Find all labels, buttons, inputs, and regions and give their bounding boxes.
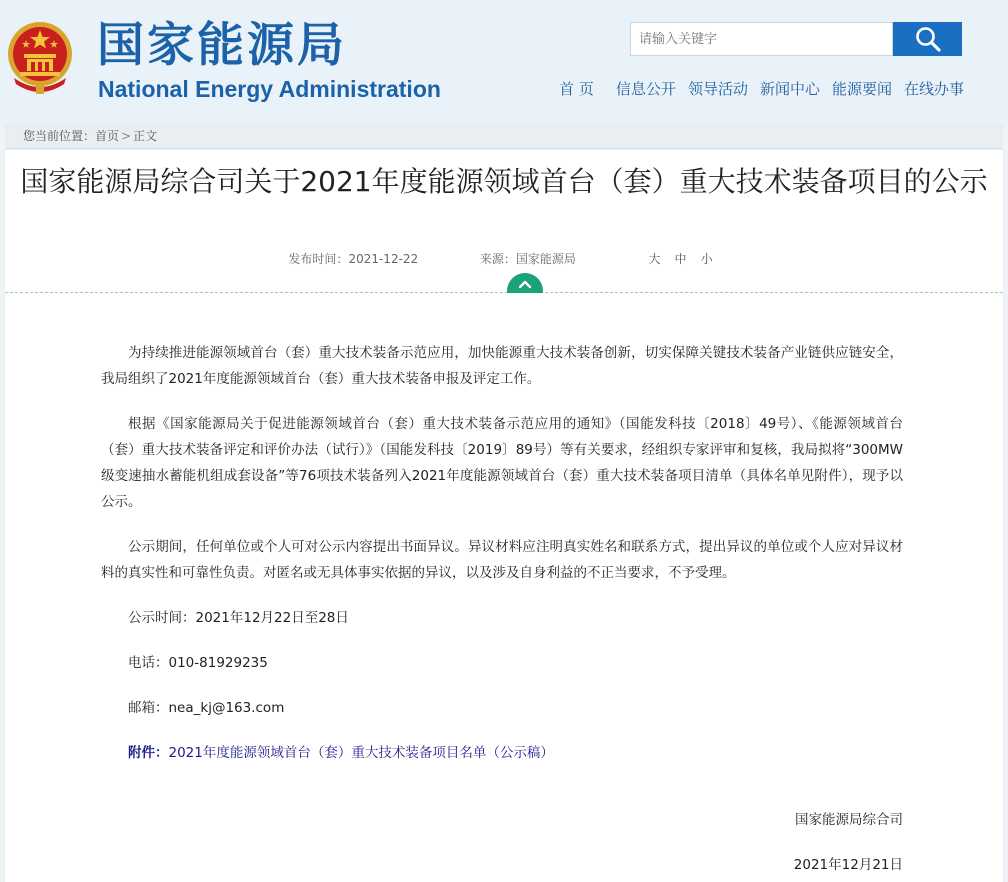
contact-email: 邮箱：nea_kj@163.com (128, 700, 285, 716)
article-title: 国家能源局综合司关于2021年度能源领域首台（套）重大技术装备项目的公示 (20, 165, 988, 198)
breadcrumb (5, 123, 1003, 149)
paragraph: 公示期间，任何单位或个人可对公示内容提出书面异议。异议材料应注明真实姓名和联系方式，提出异议的单位或个人应对异议材料的真实性和可靠性负责。对匿名或无具体事实依据的异议，以及涉及自身利益的不正当要求，不予受理。 (101, 539, 903, 581)
site-header (0, 0, 1008, 118)
breadcrumb-home[interactable]: 首页 (95, 129, 120, 143)
sign-date: 2021年12月21日 (793, 857, 903, 873)
article-body (101, 340, 903, 785)
nav-energy-news[interactable]: 能源要闻 (831, 80, 892, 98)
collapse-button-wrap (501, 273, 549, 293)
paragraph: 根据《国家能源局关于促进能源领域首台（套）重大技术装备示范应用的通知》（国能发科技〔2018〕49号）、《能源领域首台（套）重大技术装备评定和评价办法（试行）》（国能发科技〔2019〕89号）等有关要求，经组织专家评审和复核，我局拟将“300MW级变速抽水蓄能机组成套设备”等76项技术装备列入2021年度能源领域首台（套）重大技术装备项目清单（具体名单见附件），现予以公示。 (101, 416, 903, 510)
breadcrumb-prefix: 您当前位置： (23, 129, 96, 143)
source-label: 来源： (479, 252, 516, 266)
nav-online-services[interactable]: 在线办事 (903, 80, 964, 98)
font-size-medium[interactable]: 中 (674, 252, 687, 266)
paragraph: 为持续推进能源领域首台（套）重大技术装备示范应用，加快能源重大技术装备创新，切实保障关键技术装备产业链供应链安全，我局组织了2021年度能源领域首台（套）重大技术装备申报及评定工作。 (101, 345, 903, 387)
attachment-link[interactable]: 2021年度能源领域首台（套）重大技术装备项目名单（公示稿） (168, 745, 554, 761)
publish-date: 2021-12-22 (348, 252, 419, 266)
breadcrumb-current[interactable]: 正文 (133, 129, 158, 143)
publish-label: 发布时间： (288, 252, 349, 266)
article-panel (5, 150, 1003, 882)
search-icon (914, 25, 942, 53)
main-nav (547, 78, 964, 99)
source-value: 国家能源局 (515, 252, 576, 266)
notice-period: 公示时间：2021年12月22日至28日 (128, 610, 349, 626)
signature: 国家能源局综合司 (795, 812, 903, 828)
site-title-cn: 国家能源局 (97, 18, 347, 73)
attachment-line (101, 740, 903, 766)
search-input[interactable] (630, 22, 893, 56)
nav-leader-activities[interactable]: 领导活动 (687, 80, 748, 98)
article-meta (5, 250, 1003, 267)
nav-news-center[interactable]: 新闻中心 (759, 80, 820, 98)
attachment-label: 附件： (128, 745, 169, 761)
font-size-small[interactable]: 小 (700, 252, 713, 266)
national-emblem-icon (6, 18, 74, 96)
site-title-en: National Energy Administration (98, 76, 441, 102)
contact-phone: 电话：010-81929235 (128, 655, 268, 671)
nav-home[interactable]: 首 页 (559, 80, 594, 98)
font-size-large[interactable]: 大 (648, 252, 661, 266)
collapse-button[interactable] (507, 273, 543, 293)
nav-info-disclosure[interactable]: 信息公开 (615, 80, 676, 98)
chevron-up-icon (517, 278, 533, 290)
breadcrumb-separator: > (121, 129, 132, 143)
search-button[interactable] (893, 22, 962, 56)
